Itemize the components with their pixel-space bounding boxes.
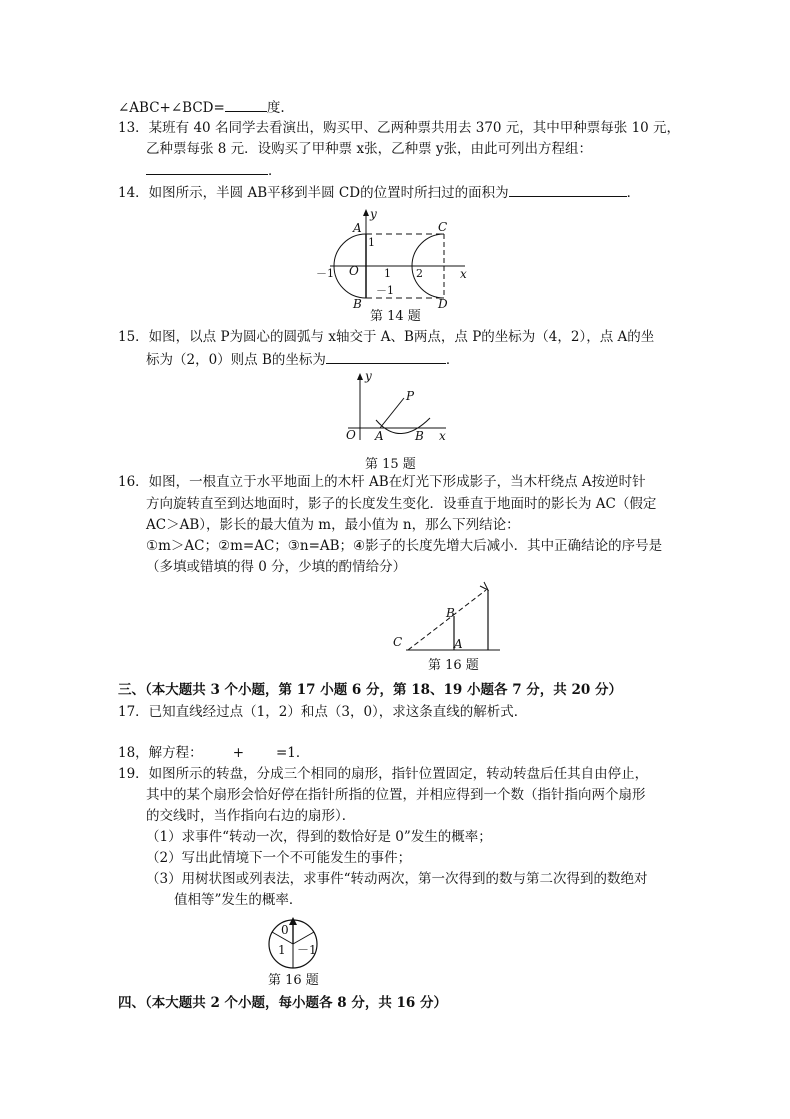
q13-line1: 13．某班有 40 名同学去看演出，购买甲、乙两种票共用去 370 元，其中甲种票每张 10 元， — [118, 120, 681, 136]
section4-title: 四、（本大题共 2 个小题，每小题各 8 分，共 16 分） — [118, 995, 448, 1011]
q19-sub2: （2）写出此情境下一个不可能发生的事件； — [146, 850, 412, 866]
q15-line1: 15．如图，以点 P为圆心的圆弧与 x轴交于 A、B两点，点 P的坐标为（4，2），点 A的坐 — [118, 329, 655, 345]
q14-line — [118, 183, 640, 202]
q19-line3: 的交线时，当作指向右边的扇形）． — [146, 808, 356, 824]
q13-blank — [146, 161, 268, 175]
q14-figure — [310, 204, 480, 314]
q15-label-o: O — [346, 428, 356, 442]
q14-label-neg1-x: －1 — [316, 267, 334, 280]
q19-sub1: （1）求事件“转动一次，得到的数恰好是 0”发生的概率； — [146, 829, 492, 845]
q19-line1: 19．如图所示的转盘，分成三个相同的扇形，指针位置固定，转动转盘后任其自由停止， — [118, 766, 649, 782]
q16-light-ray — [408, 590, 486, 650]
q14-label-one-top: 1 — [368, 236, 375, 249]
q15-caption: 第 15 题 — [365, 457, 416, 472]
q14-text: 14．如图所示，半圆 AB平移到半圆 CD的位置时所扫过的面积为 — [118, 185, 509, 201]
q19-sub3a: （3）用树状图或列表法，求事件“转动两次，第一次得到的数与第二次得到的数绝对 — [146, 871, 648, 887]
q19-label-one: 1 — [278, 943, 286, 957]
q15-label-a: A — [375, 429, 384, 443]
q18-eq: =1． — [276, 745, 310, 761]
q13-line2: 乙种票每张 8 元．设购买了甲种票 x张，乙种票 y张，由此可列出方程组： — [146, 141, 592, 157]
q14-end: ． — [626, 185, 641, 201]
q14-label-y: y — [370, 207, 377, 221]
q16-line5: （多填或错填的得 0 分，少填的酌情给分） — [146, 559, 407, 575]
q15-y-arrow — [357, 373, 363, 380]
q14-label-c: C — [438, 220, 448, 234]
q16-label-a: A — [454, 637, 463, 651]
q14-y-arrow — [363, 209, 369, 216]
q15-label-y: y — [365, 370, 372, 383]
q15-segment-ap — [380, 398, 404, 428]
q14-neg1-y-num: 1 — [387, 284, 394, 297]
q16-line1: 16．如图，一根直立于水平地面上的木杆 AB在灯光下形成影子，当木杆绕点 A按逆时针 — [118, 474, 646, 490]
q14-label-a: A — [353, 221, 362, 235]
q17-text: 17．已知直线经过点（1，2）和点（3，0），求这条直线的解析式． — [118, 704, 528, 720]
q15-end: ． — [445, 352, 460, 368]
q12-blank — [225, 98, 267, 112]
q12-suffix: 度. — [266, 100, 285, 116]
q14-blank — [509, 183, 627, 197]
q14-caption: 第 14 题 — [370, 309, 421, 324]
q16-label-b: B — [446, 606, 455, 620]
q14-label-x: x — [460, 267, 467, 281]
q14-label-one-x: 1 — [384, 267, 391, 280]
q16-label-c: C — [393, 635, 403, 649]
q12-line — [118, 98, 285, 117]
q16-lamp-icon — [480, 582, 488, 590]
q18-prefix: 18，解方程： — [118, 745, 203, 761]
q16-line3: AC＞AB），影长的最大值为 m，最小值为 n，那么下列结论： — [146, 517, 520, 533]
q14-label-o: O — [349, 264, 359, 278]
q12-prefix: ∠ABC+∠BCD= — [118, 100, 225, 116]
q18-plus: + — [232, 745, 244, 761]
q16-line4: ①m＞AC；②m=AC；③n=AB；④影子的长度先增大后减小．其中正确结论的序号是 — [146, 538, 663, 554]
q15-label-x: x — [439, 429, 446, 443]
q15-line2-text: 标为（2，0）则点 B的坐标为 — [146, 352, 326, 368]
q14-label-d: D — [438, 297, 448, 311]
q15-label-b: B — [415, 429, 424, 443]
q19-caption: 第 16 题 — [268, 973, 319, 988]
q13-line3 — [146, 161, 282, 180]
q14-label-neg1-y: －1 — [376, 284, 394, 297]
q19-label-neg-one: －1 — [297, 943, 317, 957]
q16-caption: 第 16 题 — [428, 658, 479, 673]
q19-label-zero: 0 — [281, 923, 289, 937]
q16-line2: 方向旋转直至到达地面时，影子的长度发生变化．设垂直于地面时的影长为 AC（假定 — [146, 496, 657, 512]
q19-spinner — [262, 914, 324, 970]
q19-line2: 其中的某个扇形会恰好停在指针所指的位置，并相应得到一个数（指针指向两个扇形 — [146, 787, 646, 803]
q19-pointer-arrow — [289, 917, 297, 925]
q14-label-two-x: 2 — [416, 267, 423, 280]
section3-title: 三、（本大题共 3 个小题，第 17 小题 6 分，第 18、19 小题各 7 分，共 20 分） — [118, 682, 622, 698]
q18-line — [118, 744, 309, 762]
q16-figure — [388, 580, 508, 656]
q13-end: ． — [268, 163, 282, 179]
q19-sub3b: 值相等”发生的概率． — [174, 892, 303, 908]
q15-line2 — [146, 350, 459, 369]
q15-blank — [326, 350, 446, 364]
q15-label-p: P — [406, 389, 415, 403]
q14-label-b: B — [353, 297, 362, 311]
q15-figure — [338, 370, 458, 445]
